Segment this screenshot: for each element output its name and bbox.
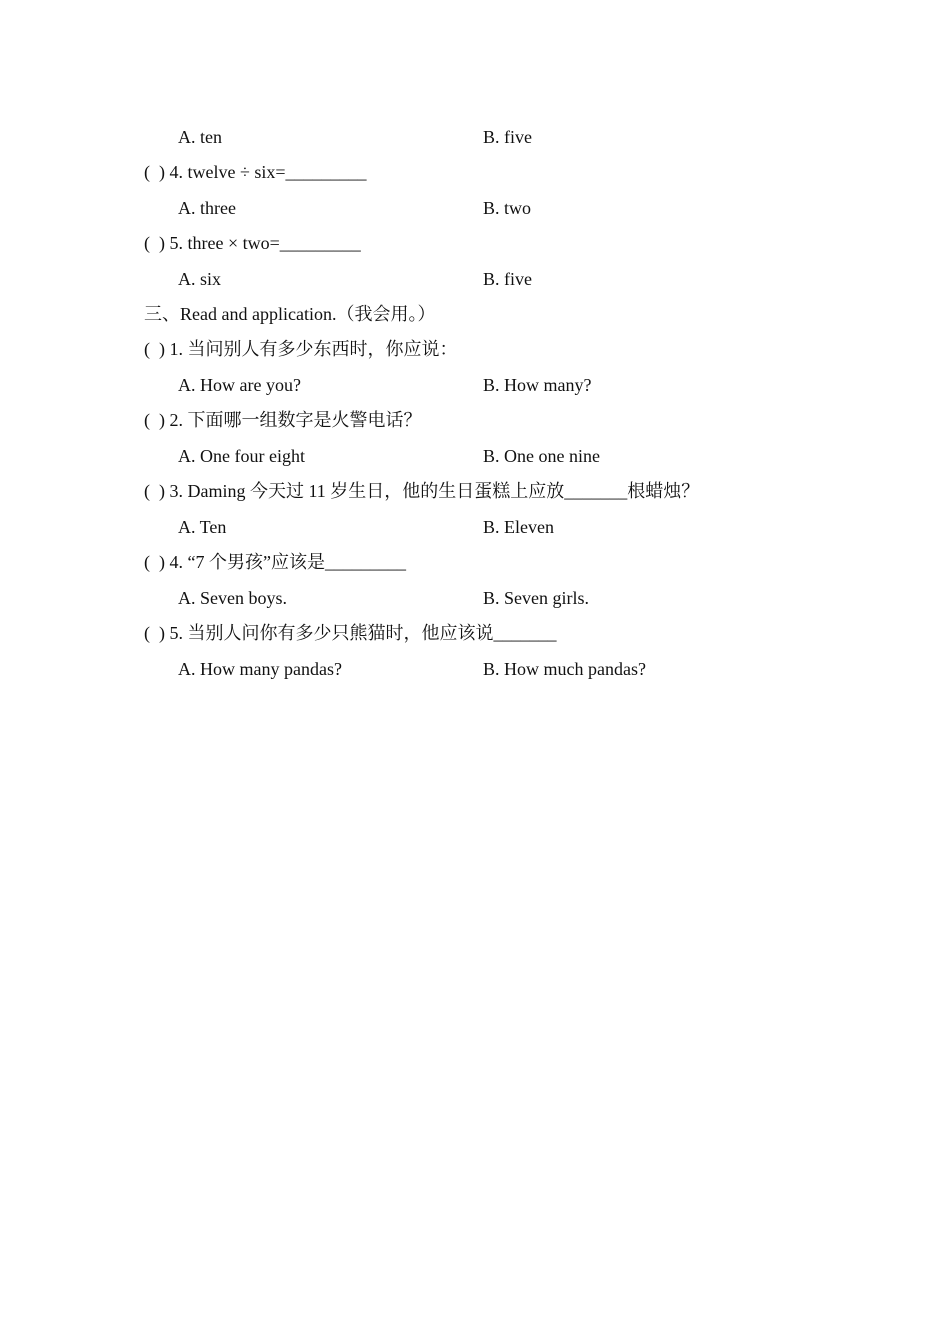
question-stem: ( ) 2. 下面哪一组数字是火警电话？ <box>144 410 422 430</box>
option-a: A. How many pandas? <box>178 659 342 679</box>
question-stem: ( ) 5. 当别人问你有多少只熊猫时，他应该说_______ <box>144 623 557 643</box>
option-b: B. two <box>483 198 532 218</box>
option-b: B. How much pandas? <box>483 659 646 679</box>
option-a: A. Ten <box>178 517 227 537</box>
question-stem: ( ) 3. Daming 今天过 11 岁生日，他的生日蛋糕上应放_______根蜡烛？ <box>144 481 700 501</box>
q3-option-a: A. ten <box>178 127 222 147</box>
section-heading: 三、Read and application.（我会用。） <box>144 304 436 324</box>
option-b: B. five <box>483 269 532 289</box>
question-stem: ( ) 4. “7 个男孩”应该是_________ <box>144 552 406 572</box>
q3-option-b: B. five <box>483 127 532 147</box>
question-stem: ( ) 5. three × two=_________ <box>144 233 361 253</box>
option-b: B. Seven girls. <box>483 588 589 608</box>
option-a: A. three <box>178 198 236 218</box>
option-b: B. How many? <box>483 375 592 395</box>
option-b: B. One one nine <box>483 446 600 466</box>
option-a: A. One four eight <box>178 446 305 466</box>
option-a: A. How are you? <box>178 375 301 395</box>
option-a: A. six <box>178 269 222 289</box>
question-stem: ( ) 1. 当问别人有多少东西时，你应说： <box>144 339 458 359</box>
question-stem: ( ) 4. twelve ÷ six=_________ <box>144 162 367 182</box>
option-b: B. Eleven <box>483 517 554 537</box>
option-a: A. Seven boys. <box>178 588 287 608</box>
